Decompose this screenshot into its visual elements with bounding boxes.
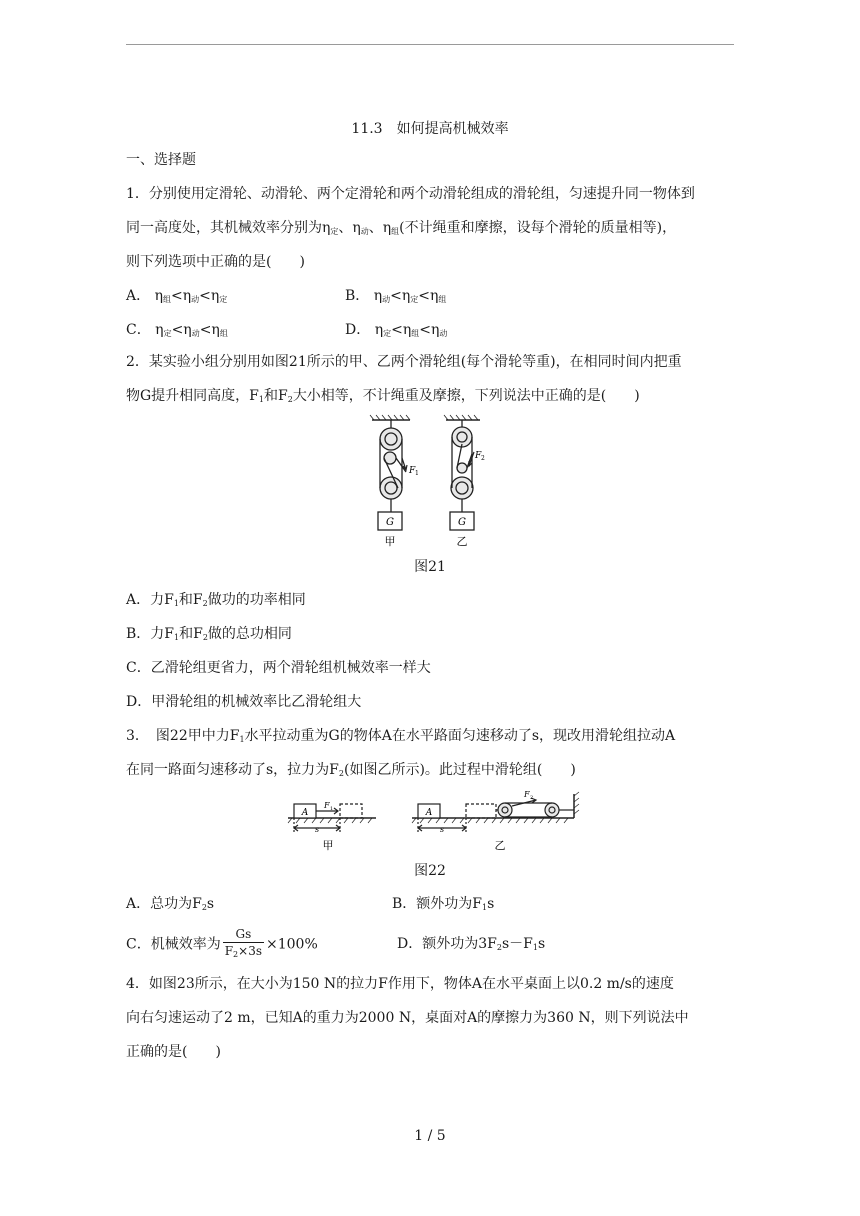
q2-option-d: D．甲滑轮组的机械效率比乙滑轮组大 (126, 694, 362, 710)
fig22-label-yi: 乙 (494, 839, 506, 852)
ceiling-right (444, 415, 480, 420)
fig22-f1-label: F (324, 801, 330, 810)
q4-line-2: 向右匀速运动了2 m，已知A的重力为2000 N，桌面对A的摩擦力为360 N，则下列说法中 (126, 1010, 689, 1026)
fig22-label-jia: 甲 (322, 839, 334, 852)
fig21-f2-label: F (475, 451, 482, 461)
q2-option-c: C．乙滑轮组更省力，两个滑轮组机械效率一样大 (126, 660, 431, 676)
q4-line-3: 正确的是( ) (126, 1044, 221, 1060)
fig22-a-right: A (425, 808, 433, 818)
fig22-f1-sub: 1 (330, 806, 334, 812)
pulley-system-yi (450, 420, 474, 530)
pulley-system-jia (378, 420, 406, 530)
header-rule (126, 44, 734, 45)
fig21-g-right: G (458, 517, 466, 528)
ceiling-left (370, 415, 410, 420)
fig21-f1-sub: 1 (415, 470, 419, 477)
q1-option-a: A． $\eta_组<\eta_动<\eta_定$ (126, 288, 228, 304)
fig22-s-right: s (439, 825, 445, 834)
q3-option-a: A．总功为$F_2s$ (126, 896, 215, 912)
q4-line-1: 4．如图23所示，在大小为150 N的拉力F作用下，物体A在水平桌面上以0.2 m/s的速度 (126, 976, 674, 992)
fig21-g-left: G (386, 517, 394, 528)
fig21-f1-label: F (409, 466, 416, 476)
page-number: 1 / 5 (414, 1128, 446, 1144)
fig22-a-left: A (301, 808, 309, 818)
figure-22-horizontal-pull (284, 788, 590, 854)
fig22-yi (412, 792, 579, 832)
figure-22-caption: 图22 (414, 863, 446, 879)
efficiency-fraction: $\frac{Gs}{F_2\times 3s}$ (224, 927, 262, 959)
fig22-s-left: s (314, 825, 320, 834)
q1-line-2: 同一高度处，其机械效率分别为$\eta_定$、$\eta_动$、$\eta_组$(不计绳重和摩擦，设每个滑轮的质量相等)， (126, 220, 677, 236)
fig21-label-jia: 甲 (384, 535, 396, 548)
section-heading: 一、选择题 (126, 152, 196, 168)
q3-line-1: 3． 图22甲中力$F_1$水平拉动重为G的物体A在水平路面匀速移动了s，现改用滑轮组拉动A (126, 728, 676, 744)
q1-option-b: B． $\eta_动<\eta_定<\eta_组$ (345, 288, 447, 304)
q2-line-2: 物G提升相同高度，$F_1$和$F_2$大小相等，不计绳重及摩擦，下列说法中正确的是( ) (126, 388, 640, 404)
q1-option-c: C． $\eta_定<\eta_动<\eta_组$ (126, 322, 228, 338)
q2-option-a: A．力$F_1$和$F_2$做功的功率相同 (126, 592, 306, 608)
figure-21-pulley-systems (366, 414, 506, 550)
q1-option-d: D． $\eta_定<\eta_组<\eta_动$ (345, 322, 448, 338)
section-title: 11.3 如何提高机械效率 (351, 121, 509, 137)
q3-line-2: 在同一路面匀速移动了s，拉力为$F_2$(如图乙所示)。此过程中滑轮组( ) (126, 762, 576, 778)
q1-line-3: 则下列选项中正确的是( ) (126, 254, 305, 270)
q3-option-c: C．机械效率为 $\frac{Gs}{F_2\times 3s}$ ×100% (126, 926, 318, 963)
fig21-label-yi: 乙 (456, 535, 468, 548)
q3-option-d: D．额外功为$3F_2s-F_1s$ (397, 936, 546, 952)
fig22-f2-sub: 2 (530, 795, 534, 801)
fig22-f2-label: F (524, 790, 530, 799)
q2-option-b: B．力$F_1$和$F_2$做的总功相同 (126, 626, 292, 642)
q2-line-1: 2．某实验小组分别用如图21所示的甲、乙两个滑轮组(每个滑轮等重)，在相同时间内把重 (126, 354, 682, 370)
q3-option-b: B．额外功为$F_1s$ (392, 896, 495, 912)
q1-line-1: 1．分别使用定滑轮、动滑轮、两个定滑轮和两个动滑轮组成的滑轮组，匀速提升同一物体到 (126, 186, 695, 202)
fig21-f2-sub: 2 (481, 455, 485, 462)
figure-21-caption: 图21 (414, 559, 446, 575)
